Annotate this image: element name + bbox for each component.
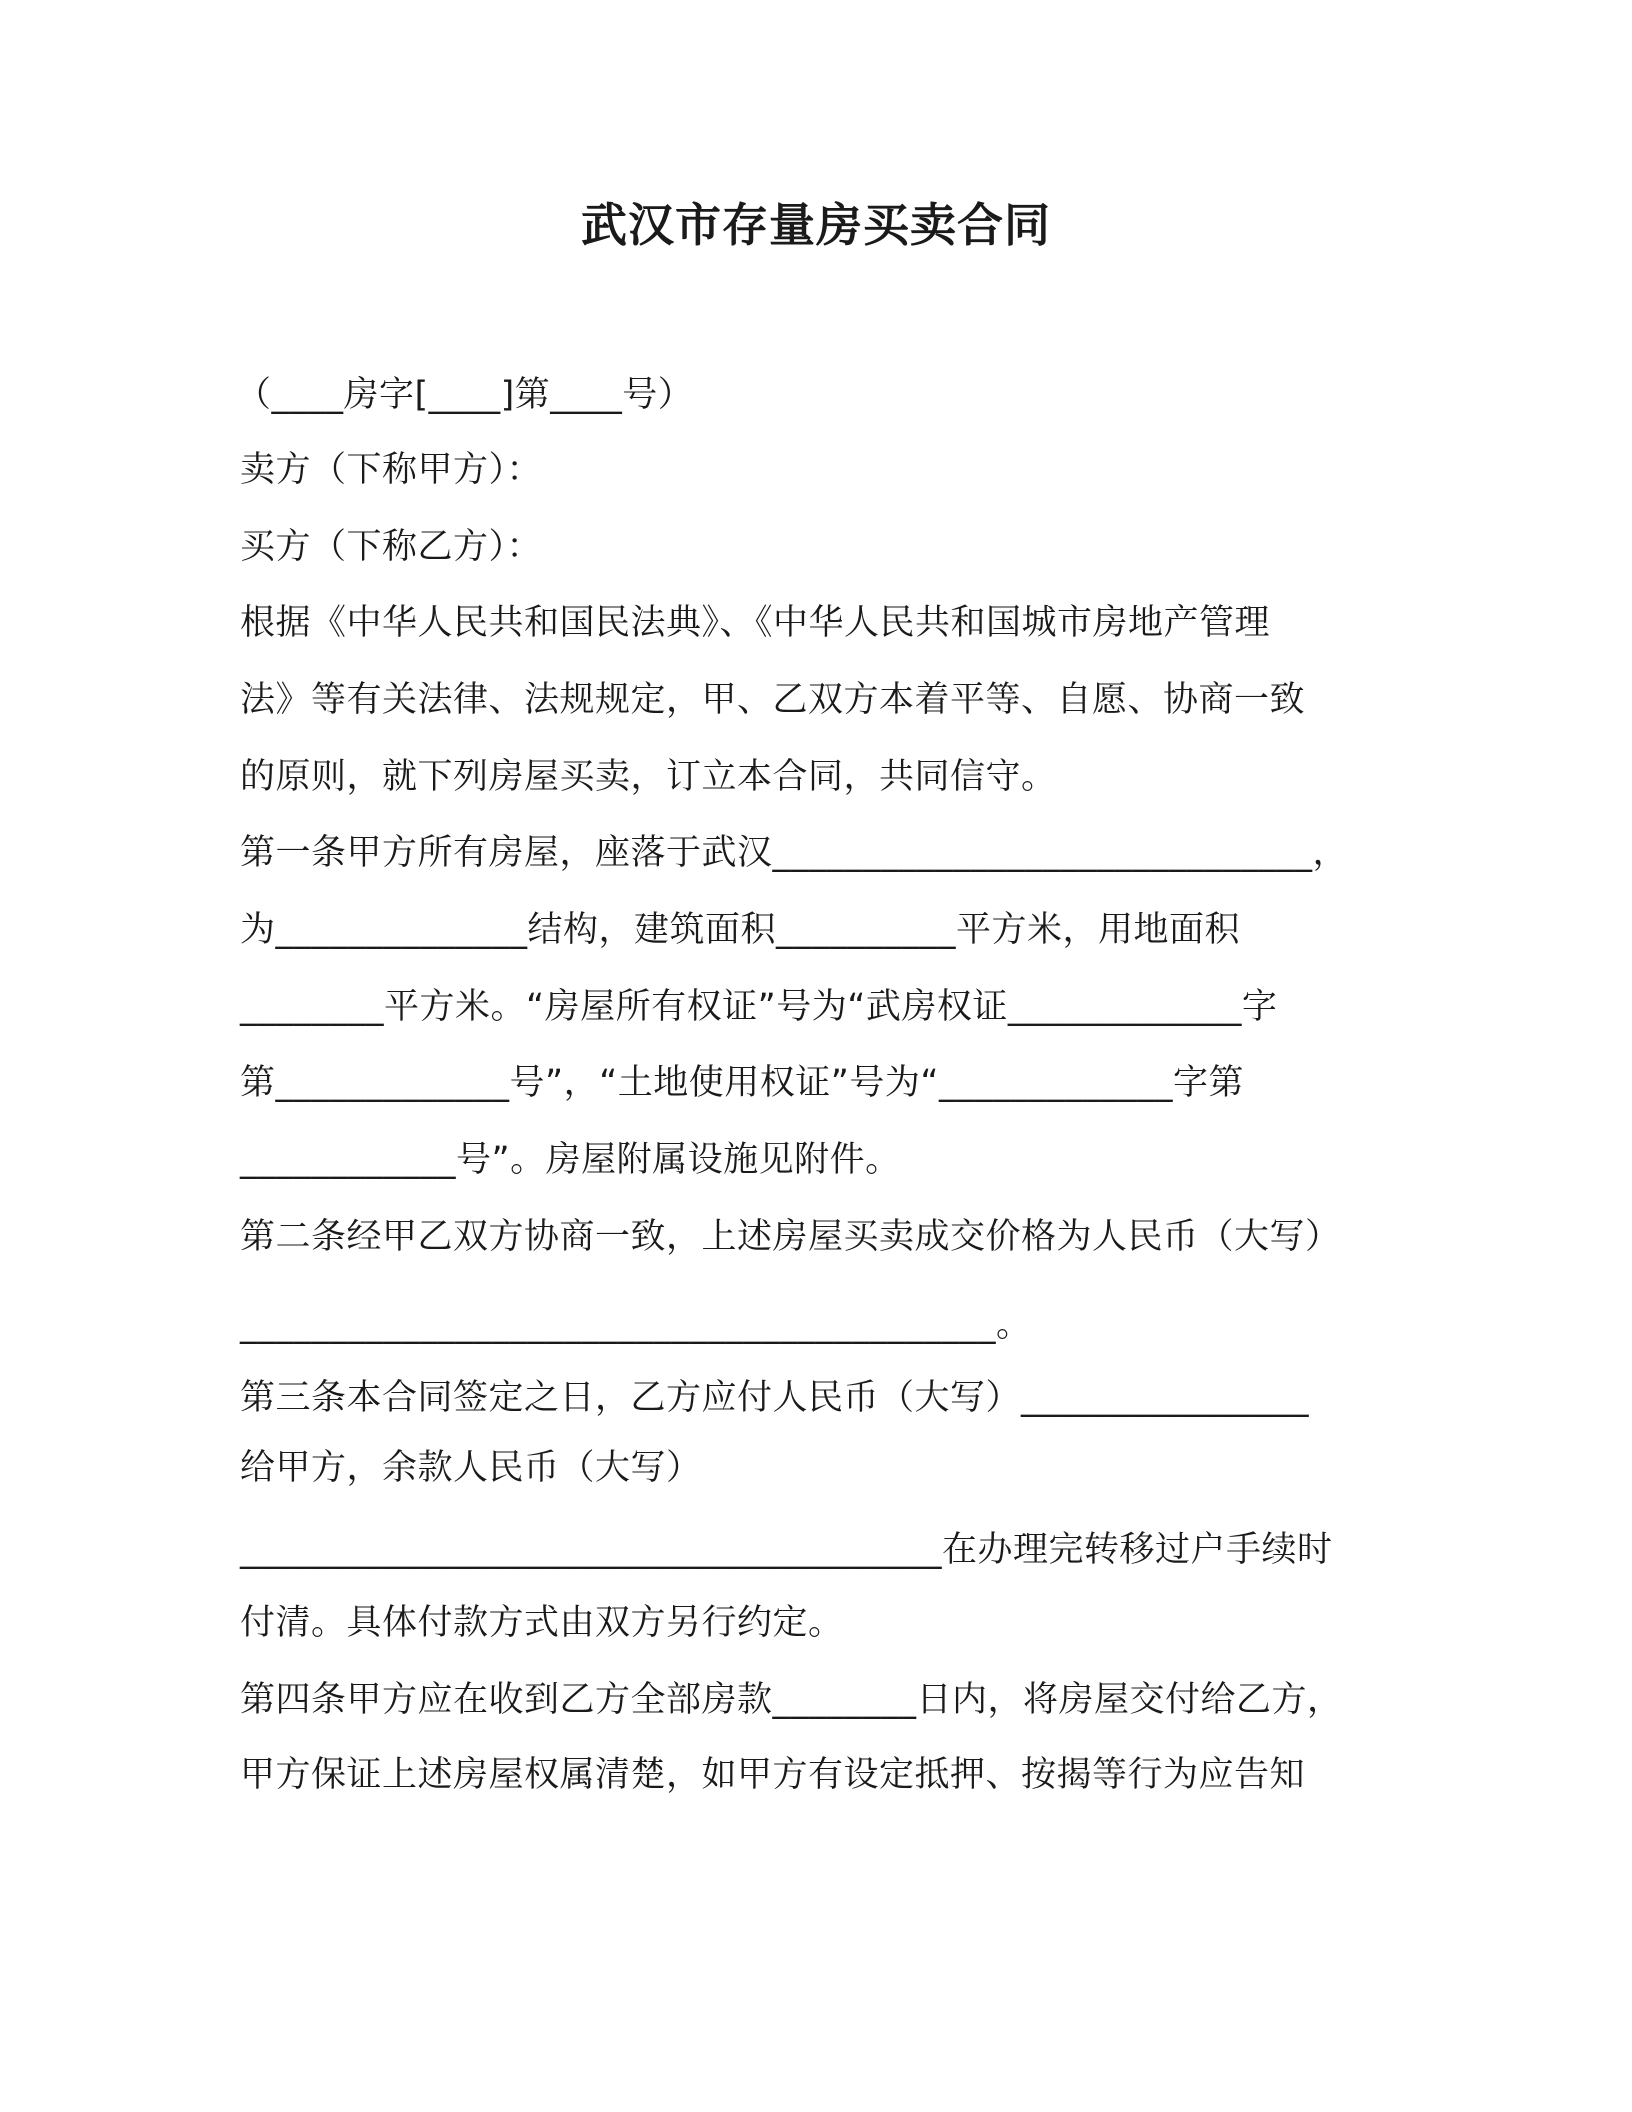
article-3-line-4: 付清。具体付款方式由双方另行约定。: [240, 1603, 844, 1643]
seller-line: 卖方（下称甲方）：: [240, 450, 543, 490]
article-2-line-1: 第二条经甲乙双方协商一致，上述房屋买卖成交价格为人民币（大写）: [240, 1217, 1341, 1257]
article-1-line-1: 第一条甲方所有房屋，座落于武汉______________________________，: [240, 833, 1349, 873]
article-1-line-3: ________平方米。“房屋所有权证”号为“武房权证_____________字: [240, 987, 1278, 1027]
preamble-line-2: 法》等有关法律、法规规定，甲、乙双方本着平等、自愿、协商一致: [240, 680, 1306, 720]
article-3-line-2: 给甲方，余款人民币（大写）: [240, 1448, 702, 1488]
preamble-line-3: 的原则，就下列房屋买卖，订立本合同，共同信守。: [240, 757, 1057, 797]
preamble-line-1: 根据《中华人民共和国民法典》、《中华人民共和国城市房地产管理: [240, 603, 1271, 643]
contract-number-line: （____房字[____]第____号）: [236, 375, 694, 415]
article-4-line-2: 甲方保证上述房屋权属清楚，如甲方有设定抵押、按揭等行为应告知: [240, 1755, 1306, 1795]
article-4-line-1: 第四条甲方应在收到乙方全部房款________日内，将房屋交付给乙方，: [240, 1680, 1343, 1720]
article-2-line-2: __________________________________________。: [240, 1305, 1032, 1345]
buyer-line: 买方（下称乙方）：: [240, 527, 543, 567]
article-1-line-5: ____________号”。房屋附属设施见附件。: [240, 1140, 901, 1180]
article-1-line-2: 为______________结构，建筑面积__________平方米，用地面积: [240, 910, 1241, 950]
article-1-line-4: 第_____________号”，“土地使用权证”号为“_____________字第: [240, 1063, 1245, 1103]
article-3-line-3: _______________________________________在办理完转移过户手续时: [240, 1530, 1333, 1570]
document-title: 武汉市存量房买卖合同: [581, 198, 1051, 252]
article-3-line-1: 第三条本合同签定之日，乙方应付人民币（大写）________________: [240, 1378, 1310, 1418]
